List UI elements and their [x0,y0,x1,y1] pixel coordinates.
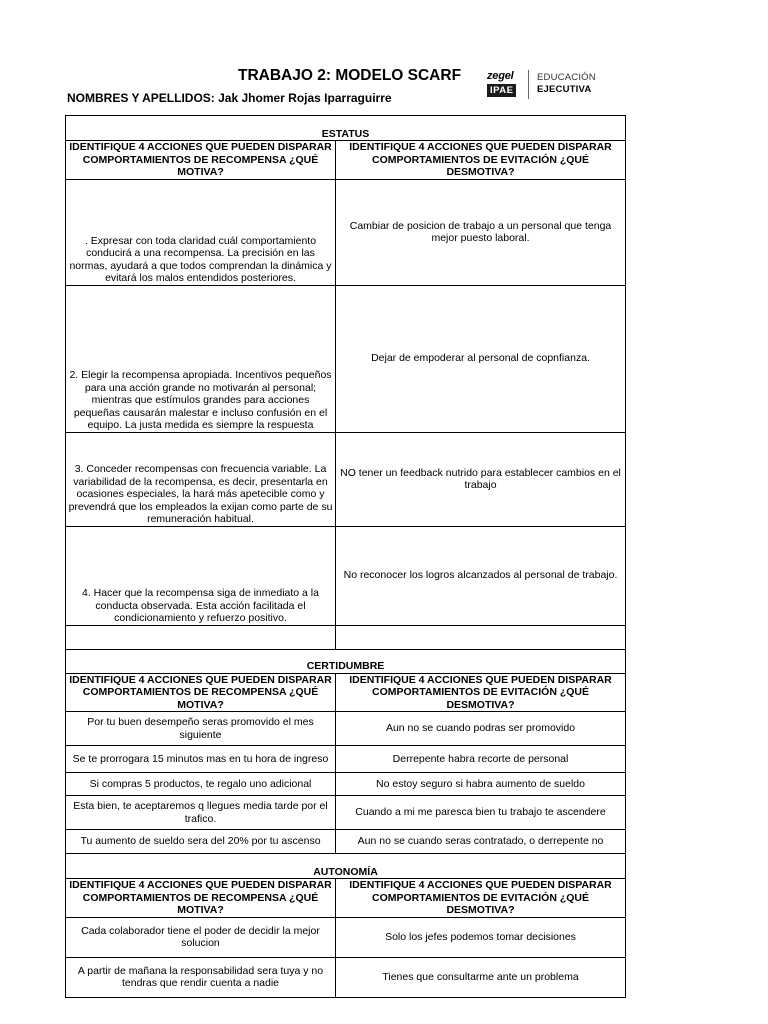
reward-cell: Tu aumento de sueldo sera del 20% por tu ascenso [66,830,336,854]
avoidance-cell: No estoy seguro si habra aumento de sueldo [336,773,626,796]
avoidance-cell: Cambiar de posicion de trabajo a un personal que tenga mejor puesto laboral. [336,179,626,285]
table-row [66,830,626,854]
avoidance-cell: Aun no se cuando seras contratado, o derrepente no [336,830,626,854]
reward-cell: A partir de mañana la responsabilidad sera tuya y no tendras que rendir cuenta a nadie [66,957,336,997]
avoidance-cell: NO tener un feedback nutrido para establecer cambios en el trabajo [336,432,626,526]
reward-cell: 3. Conceder recompensas con frecuencia variable. La variabilidad de la recompensa, es decir, presentarla en ocasiones especiales, la hará más apetecible como y prevendrá que los empleados la exijan como parte de su remuneración habitual. [66,432,336,526]
table-row [66,285,626,432]
table-row [66,746,626,773]
reward-cell: Esta bien, te aceptaremos q llegues media tarde por el trafico. [66,796,336,830]
header-avoidance: IDENTIFIQUE 4 ACCIONES QUE PUEDEN DISPARAR COMPORTAMIENTOS DE EVITACIÓN ¿QUÉ DESMOTIVA? [336,141,626,180]
avoidance-cell: Derrepente habra recorte de personal [336,746,626,773]
scarf-table [65,115,626,998]
student-names: NOMBRES Y APELLIDOS: Jak Jhomer Rojas Iparraguirre [67,91,392,105]
reward-cell: Se te prorrogara 15 minutos mas en tu hora de ingreso [66,746,336,773]
empty-row [66,625,626,649]
table-row [66,179,626,285]
reward-cell: . Expresar con toda claridad cuál comportamiento conducirá a una recompensa. La precisión en las normas, ayudará a que todos comprendan la dinámica y evitará los malos entendidos posteriores. [66,179,336,285]
logo-line1: EDUCACIÓN [537,72,596,83]
header-avoidance: IDENTIFIQUE 4 ACCIONES QUE PUEDEN DISPARAR COMPORTAMIENTOS DE EVITACIÓN ¿QUÉ DESMOTIVA? [336,879,626,918]
section-title-row [66,854,626,879]
avoidance-cell: Dejar de empoderar al personal de copnfianza. [336,285,626,432]
avoidance-cell: Cuando a mi me paresca bien tu trabajo te ascendere [336,796,626,830]
empty-cell [66,625,336,649]
header-reward: IDENTIFIQUE 4 ACCIONES QUE PUEDEN DISPARAR COMPORTAMIENTOS DE RECOMPENSA ¿QUÉ MOTIVA? [66,673,336,712]
avoidance-cell: No reconocer los logros alcanzados al personal de trabajo. [336,526,626,625]
avoidance-cell: Tienes que consultarme ante un problema [336,957,626,997]
avoidance-cell: Solo los jefes podemos tomar decisiones [336,917,626,957]
header-avoidance: IDENTIFIQUE 4 ACCIONES QUE PUEDEN DISPARAR COMPORTAMIENTOS DE EVITACIÓN ¿QUÉ DESMOTIVA? [336,673,626,712]
header-reward: IDENTIFIQUE 4 ACCIONES QUE PUEDEN DISPARAR COMPORTAMIENTOS DE RECOMPENSA ¿QUÉ MOTIVA? [66,879,336,918]
logo-divider [528,70,529,99]
institution-logo [487,70,597,100]
section-title-estatus: ESTATUS [66,116,626,141]
empty-cell [336,625,626,649]
column-header-row [66,141,626,180]
logo-brand-bottom: IPAE [487,84,516,97]
page-title: TRABAJO 2: MODELO SCARF [238,67,462,84]
reward-cell: Si compras 5 productos, te regalo uno adicional [66,773,336,796]
column-header-row [66,673,626,712]
section-title-row [66,649,626,673]
logo-brand-top: zegel [487,70,514,82]
reward-cell: 4. Hacer que la recompensa siga de inmediato a la conducta observada. Esta acción facilitada el condicionamiento y refuerzo positivo. [66,526,336,625]
logo-line2: EJECUTIVA [537,84,592,95]
reward-cell: Por tu buen desempeño seras promovido el mes siguiente [66,712,336,746]
section-title-certidumbre: CERTIDUMBRE [66,649,626,673]
table-row [66,796,626,830]
avoidance-cell: Aun no se cuando podras ser promovido [336,712,626,746]
section-title-autonomia: AUTONOMÍA [66,854,626,879]
table-row [66,526,626,625]
table-row [66,957,626,997]
column-header-row [66,879,626,918]
table-row [66,917,626,957]
header-reward: IDENTIFIQUE 4 ACCIONES QUE PUEDEN DISPARAR COMPORTAMIENTOS DE RECOMPENSA ¿QUÉ MOTIVA? [66,141,336,180]
section-title-row [66,116,626,141]
table-row [66,712,626,746]
reward-cell: 2. Elegir la recompensa apropiada. Incentivos pequeños para una acción grande no motivarán al personal; mientras que estímulos grandes para acciones pequeñas causarán malestar e incluso confusión en el equipo. La justa medida es siempre la respuesta [66,285,336,432]
table-row [66,432,626,526]
reward-cell: Cada colaborador tiene el poder de decidir la mejor solucion [66,917,336,957]
table-row [66,773,626,796]
